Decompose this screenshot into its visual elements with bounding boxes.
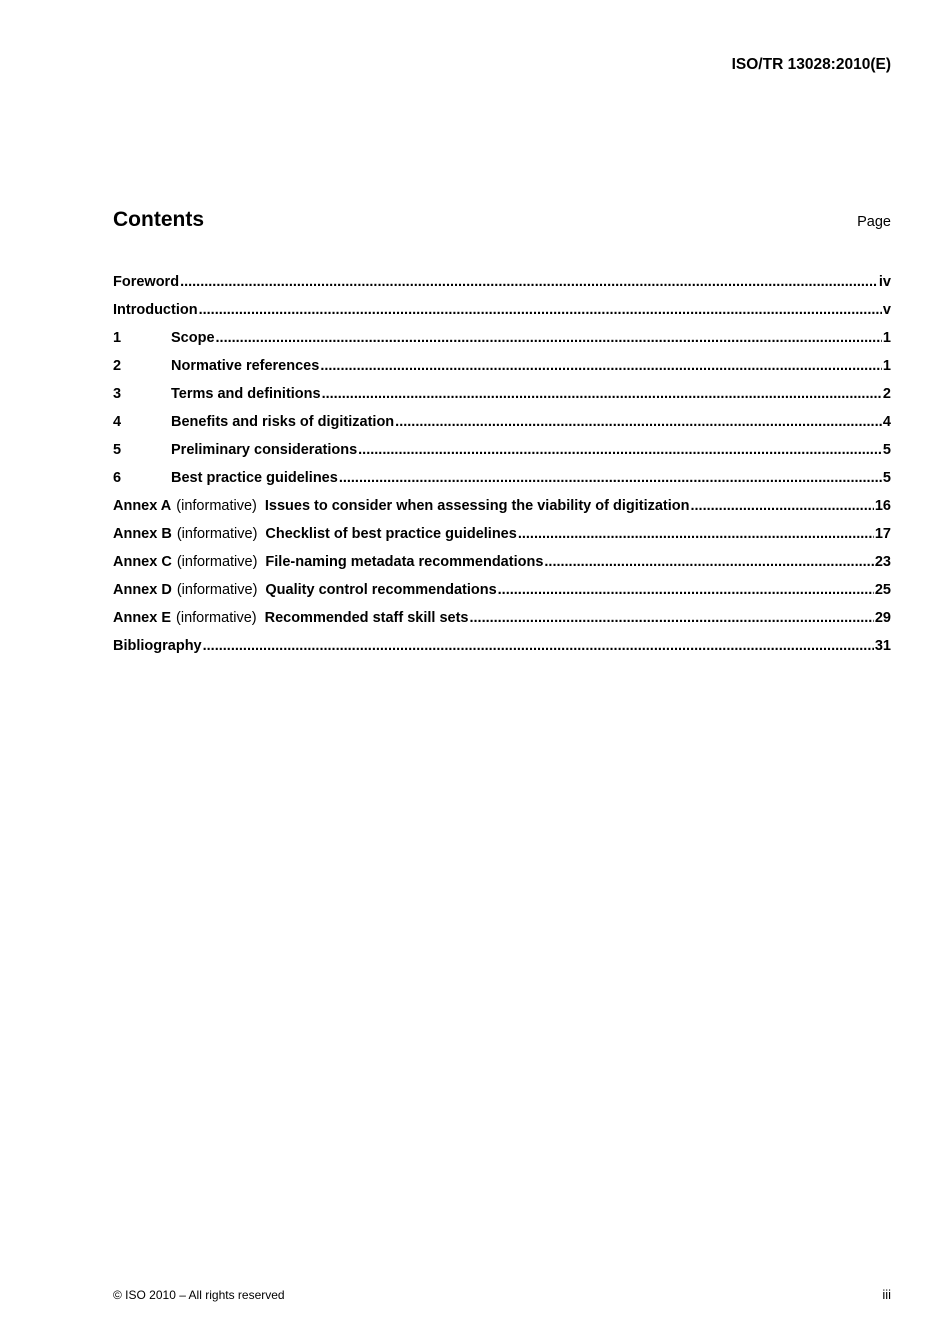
toc-entry-foreword[interactable] — [113, 268, 891, 296]
toc-entry-title: Preliminary considerations — [171, 442, 358, 458]
toc-entry-preliminary-considerations[interactable] — [113, 436, 891, 464]
toc-entry-page: iv — [878, 274, 891, 290]
toc-entry-best-practice-guidelines[interactable] — [113, 464, 891, 492]
toc-annex-label: Annex B — [113, 526, 172, 542]
toc-entry-number: 2 — [113, 358, 122, 374]
footer-copyright: © ISO 2010 – All rights reserved — [113, 1288, 285, 1302]
toc-entry-title: Quality control recommendations — [265, 582, 497, 598]
toc-entry-page: 2 — [882, 386, 891, 402]
toc-entry-title: File-naming metadata recommendations — [265, 554, 544, 570]
toc-entry-number: 6 — [113, 470, 122, 486]
toc-entry-normative-references[interactable] — [113, 352, 891, 380]
toc-entry-annex-d[interactable] — [113, 576, 891, 604]
toc-leader-dots — [518, 526, 874, 542]
toc-entry-title: Normative references — [171, 358, 320, 374]
toc-entry-annex-e[interactable] — [113, 604, 891, 632]
toc-entry-title: Recommended staff skill sets — [264, 610, 469, 626]
toc-entry-title: Introduction — [113, 302, 198, 318]
toc-entry-title: Scope — [171, 330, 215, 346]
toc-entry-number: 3 — [113, 386, 122, 402]
toc-entry-annex-b[interactable] — [113, 520, 891, 548]
toc-entry-title: Bibliography — [113, 638, 202, 654]
toc-annex-informative: (informative) — [176, 582, 258, 598]
toc-annex-label: Annex D — [113, 582, 172, 598]
toc-entry-title: Best practice guidelines — [171, 470, 338, 486]
toc-leader-dots — [322, 386, 882, 402]
toc-entry-bibliography[interactable] — [113, 632, 891, 660]
toc-entry-title: Foreword — [113, 274, 180, 290]
toc-entry-page: 23 — [874, 554, 891, 570]
toc-entry-number: 1 — [113, 330, 122, 346]
toc-entry-title: Benefits and risks of digitization — [171, 414, 395, 430]
toc-entry-annex-c[interactable] — [113, 548, 891, 576]
toc-leader-dots — [544, 554, 873, 570]
toc-entry-page: 25 — [874, 582, 891, 598]
toc-annex-label: Annex E — [113, 610, 172, 626]
toc-entry-title: Checklist of best practice guidelines — [265, 526, 517, 542]
toc-annex-informative: (informative) — [176, 610, 257, 626]
toc-entry-scope[interactable] — [113, 324, 891, 352]
toc-leader-dots — [469, 610, 873, 626]
toc-annex-label: Annex C — [113, 554, 172, 570]
toc-leader-dots — [498, 582, 874, 598]
toc-entry-number: 4 — [113, 414, 122, 430]
toc-leader-dots — [216, 330, 882, 346]
toc-entry-page: 17 — [874, 526, 891, 542]
toc-entry-terms-and-definitions[interactable] — [113, 380, 891, 408]
toc-leader-dots — [203, 638, 874, 654]
toc-leader-dots — [180, 274, 878, 290]
page-column-label: Page — [857, 214, 891, 230]
toc-entry-page: 29 — [874, 610, 891, 626]
toc-leader-dots — [358, 442, 882, 458]
toc-entry-number: 5 — [113, 442, 122, 458]
toc-entry-page: 4 — [882, 414, 891, 430]
toc-entry-page: 5 — [882, 470, 891, 486]
toc-annex-informative: (informative) — [176, 554, 258, 570]
contents-title: Contents — [113, 208, 204, 231]
toc-leader-dots — [199, 302, 882, 318]
toc-entry-title: Issues to consider when assessing the viability of digitization — [264, 498, 690, 514]
toc-entry-page: 5 — [882, 442, 891, 458]
toc-entry-title: Terms and definitions — [171, 386, 321, 402]
toc-annex-label: Annex A — [113, 498, 172, 514]
toc-annex-informative: (informative) — [176, 498, 257, 514]
footer-page-number: iii — [882, 1287, 891, 1302]
document-id: ISO/TR 13028:2010(E) — [731, 56, 891, 73]
toc-annex-informative: (informative) — [176, 526, 258, 542]
toc-entry-page: 1 — [882, 330, 891, 346]
toc-entry-page: v — [882, 302, 891, 318]
toc-entry-page: 31 — [874, 638, 891, 654]
toc-entry-benefits-and-risks[interactable] — [113, 408, 891, 436]
toc-leader-dots — [320, 358, 882, 374]
table-of-contents — [113, 268, 891, 660]
contents-header — [113, 208, 891, 232]
toc-entry-page: 16 — [874, 498, 891, 514]
toc-leader-dots — [690, 498, 873, 514]
toc-leader-dots — [395, 414, 882, 430]
toc-entry-annex-a[interactable] — [113, 492, 891, 520]
toc-entry-introduction[interactable] — [113, 296, 891, 324]
toc-entry-page: 1 — [882, 358, 891, 374]
toc-leader-dots — [339, 470, 882, 486]
